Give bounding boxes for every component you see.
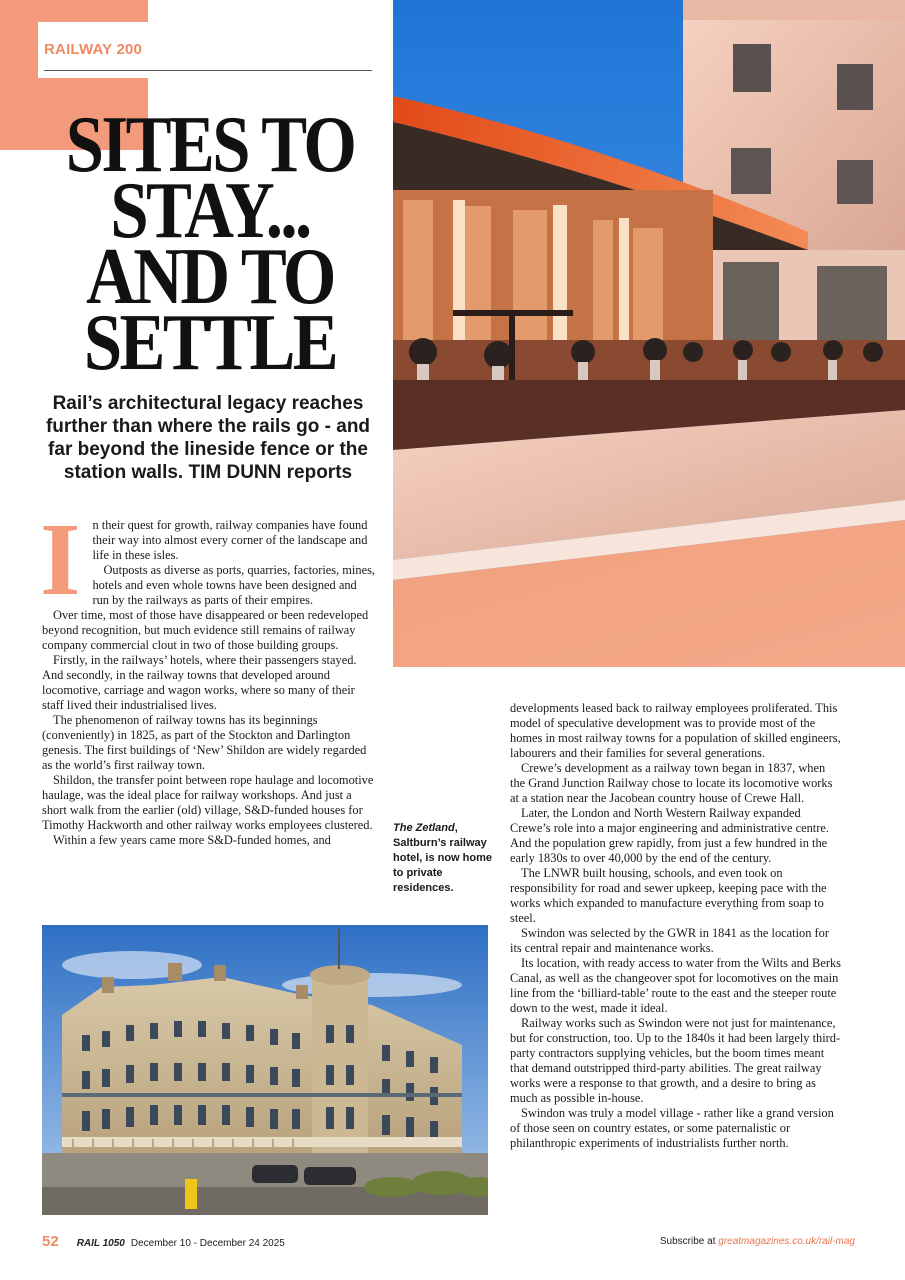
- paragraph: developments leased back to railway employees proliferated. This model of speculative development was to provide most of the homes in most railway towns for a population of skilled engineers, labourers and their families for several generations.: [510, 701, 841, 760]
- standfirst: Rail’s architectural legacy reaches further than where the rails go - and far beyond the lineside fence or the station walls. TIM DUNN reports: [45, 393, 371, 483]
- paragraph: Railway works such as Swindon were not just for maintenance, but for construction, too. Up to the 1840s it had been largely third-party contractors supplying vehicles, but the boom times meant that demand outstripped third-party abilities. The great railway works were a response to that growth, and a desire to bring as much as possible in-house.: [510, 1016, 841, 1105]
- photo-caption: [393, 821, 493, 896]
- paragraph: n their quest for growth, railway companies have found their way into almost every corner of the landscape and life in these isles.: [92, 518, 368, 562]
- magazine-issue: RAIL 1050: [76, 1238, 125, 1249]
- paragraph: Swindon was truly a model village - rather like a grand version of those seen on country estates, or some paternalistic or philanthropic experiments of industrialists further north.: [510, 1106, 834, 1150]
- caption-text: , Saltburn’s railway hotel, is now home to private residences.: [393, 822, 493, 894]
- dropcap: I: [40, 502, 81, 617]
- caption-title: The Zetland: [393, 822, 455, 834]
- paragraph: Later, the London and North Western Railway expanded Crewe’s role into a major engineering and administrative centre. And the population grew rapidly, from just a few hundred in the early 1830s to over 40,000 by the end of the century.: [510, 806, 829, 865]
- subscribe-line: [660, 1236, 855, 1247]
- paragraph: Swindon was selected by the GWR in 1841 as the location for its central repair and maintenance works.: [510, 926, 829, 955]
- headline: [55, 101, 365, 387]
- paragraph: Outposts as diverse as ports, quarries, factories, mines, hotels and even whole towns have been designed and run by the railways as parts of their empires.: [92, 563, 375, 607]
- section-strap: RAILWAY 200: [44, 41, 143, 58]
- paragraph: Shildon, the transfer point between rope haulage and locomotive haulage, was the ideal place for railway workshops. And just a short walk from the earlier (old) village, S&D-funded houses for Timothy Hackworth and other railway works employees clustered.: [42, 773, 374, 832]
- paragraph: Its location, with ready access to water from the Wilts and Berks Canal, as well as the changeover spot for locomotives on the main line from the ‘billiard-table’ route to the east and the steeper route down to the west, made it ideal.: [510, 956, 841, 1015]
- subscribe-link[interactable]: greatmagazines.co.uk/rail-mag: [718, 1236, 855, 1247]
- issue-dates: December 10 - December 24 2025: [130, 1238, 285, 1249]
- headline-line: SITES TO: [65, 101, 355, 189]
- strap-rule: [44, 70, 372, 71]
- page-number: 52: [42, 1233, 59, 1250]
- hotel-terrace-photo: [393, 0, 905, 667]
- page-footer-left: [42, 1233, 285, 1250]
- paragraph: Firstly, in the railways’ hotels, where their passengers stayed. And secondly, in the railway towns that developed around locomotive, carriage and wagon works, where so many of their staff lived their industrialised lives.: [42, 653, 357, 712]
- headline-line: AND TO: [86, 233, 334, 321]
- article-column-2: [510, 701, 842, 1151]
- paragraph: The LNWR built housing, schools, and even took on responsibility for road and sewer upkeep, keeping pace with the works which expanded to manufacture everything from soap to steel.: [510, 866, 827, 925]
- paragraph: Within a few years came more S&D-funded homes, and: [53, 833, 331, 847]
- zetland-hotel-photo: [42, 925, 488, 1215]
- headline-line: STAY...: [110, 167, 310, 255]
- headline-line: SETTLE: [83, 299, 337, 387]
- paragraph: The phenomenon of railway towns has its beginnings (conveniently) in 1825, as part of the Stockton and Darlington genesis. The first buildings of ‘New’ Shildon are widely regarded as the world’s first railway town.: [42, 713, 367, 772]
- paragraph: Over time, most of those have disappeared or been redeveloped beyond recognition, but much evidence still remains of railway company commercial clout in two of those building groups.: [42, 608, 369, 652]
- subscribe-prefix: Subscribe at: [659, 1236, 719, 1247]
- paragraph: Crewe’s development as a railway town began in 1837, when the Grand Junction Railway chose to locate its locomotive works at a station near the Jacobean country house of Crewe Hall.: [510, 761, 833, 805]
- article-column-1: [40, 502, 376, 848]
